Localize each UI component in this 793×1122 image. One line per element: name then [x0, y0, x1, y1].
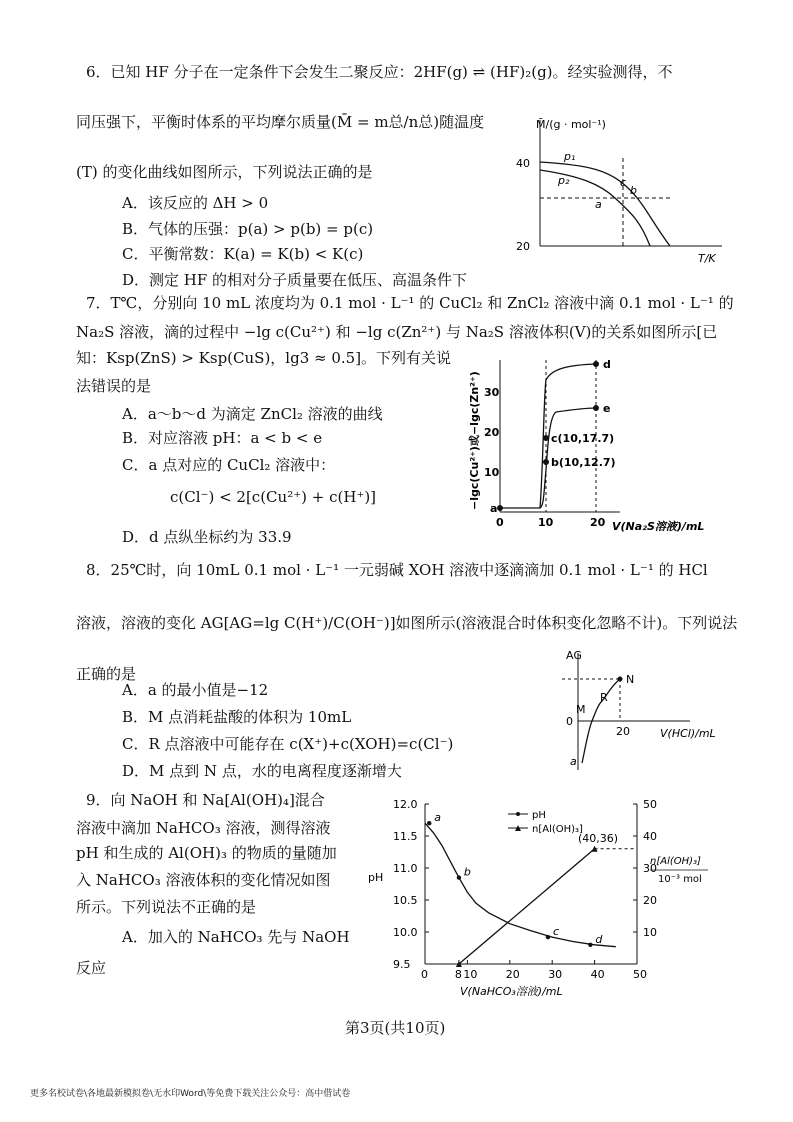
footer-note: 更多名校试卷\各地最新模拟卷\无水印Word\等免费下载关注公众号：高中借试卷 [30, 1089, 351, 1099]
q7-option-d: D．d 点纵坐标约为 33.9 [122, 528, 292, 546]
q9-x-tick-label: 0 [421, 968, 428, 981]
q9-chart [360, 786, 740, 998]
q6-option-c: C．平衡常数：K(a) = K(b) < K(c) [122, 245, 364, 263]
q9-x-tick-label: 50 [633, 968, 647, 981]
q8-xlabel: V(HCl)/mL [660, 727, 716, 740]
q7-option-a: A．a～b～d 为滴定 ZnCl₂ 溶液的曲线 [122, 405, 383, 423]
q8-label-N: N [626, 673, 635, 686]
q7-label-d: d [603, 358, 611, 371]
q6-series-p1: p₁ [564, 150, 576, 163]
q8-option-d: D．M 点到 N 点，水的电离程度逐渐增大 [122, 762, 402, 780]
q7-option-c-formula: c(Cl⁻) < 2[c(Cu²⁺) + c(H⁺)] [170, 488, 377, 506]
q7-ytick-10: 10 [484, 466, 500, 479]
q8-xtick-20: 20 [616, 725, 630, 738]
q8-xtick-0: 0 [566, 715, 573, 728]
q6-stem-line-1: 6．已知 HF 分子在一定条件下会发生二聚反应：2HF(g) ⇌ (HF)₂(g)。经实验测得，不 [86, 63, 673, 81]
q7-label-c: c(10,17.7) [551, 432, 615, 445]
q6-ytick-40: 40 [516, 157, 530, 170]
q9-ph-point [427, 821, 431, 825]
q7-stem-line-3: 知：Ksp(ZnS) > Ksp(CuS)，lg3 ≈ 0.5]。下列有关说 [76, 349, 452, 367]
q7-label-b: b(10,12.7) [551, 456, 616, 469]
q9-x-tick-label: 8 [454, 968, 462, 981]
q6-xlabel: T/K [698, 252, 716, 265]
q9-right-tick-label: 50 [643, 798, 657, 811]
q6-option-b: B．气体的压强：p(a) > p(b) = p(c) [122, 220, 374, 238]
q9-left-tick-label: 12.0 [393, 798, 418, 811]
q7-xtick-10: 10 [538, 516, 554, 529]
q9-right-tick-label: 20 [643, 894, 657, 907]
q7-stem-line-2: Na₂S 溶液，滴的过程中 −lg c(Cu²⁺) 和 −lg c(Zn²⁺) 与 Na₂S 溶液体积(V)的关系如图所示[已 [76, 323, 718, 341]
q7-xtick-0: 0 [496, 516, 504, 529]
q9-x-tick-label: 30 [548, 968, 563, 981]
q9-left-tick-label: 11.0 [393, 862, 418, 875]
q7-stem-line-1: 7．T℃，分别向 10 mL 浓度均为 0.1 mol · L⁻¹ 的 CuCl₂ 和 ZnCl₂ 溶液中滴 0.1 mol · L⁻¹ 的 [86, 294, 734, 312]
q8-stem-line-1: 8．25℃时，向 10mL 0.1 mol · L⁻¹ 一元弱碱 XOH 溶液中逐滴滴加 0.1 mol · L⁻¹ 的 HCl [86, 561, 708, 579]
q9-left-tick-label: 11.5 [393, 830, 418, 843]
q6-stem-line-2: 同压强下，平衡时体系的平均摩尔质量(M̄ = m总/n总)随温度 [76, 113, 485, 131]
q8-point-N [618, 677, 623, 682]
q9-ylabel-left: pH [368, 871, 384, 884]
q9-ph-point [588, 943, 592, 947]
q9-ph-point-label: d [595, 932, 603, 946]
q6-point-b: b [630, 184, 637, 197]
q9-stem-line-1: 9．向 NaOH 和 Na[Al(OH)₄]混合 [86, 791, 325, 809]
q7-point-a [497, 505, 503, 511]
q9-ph-point-label: a [434, 811, 441, 825]
q9-right-tick-label: 30 [643, 862, 657, 875]
q9-stem-line-4: 入 NaHCO₃ 溶液体积的变化情况如图 [76, 871, 331, 889]
q7-label-e: e [603, 402, 611, 415]
q9-ylabel-right: n[Al(OH)₃] [650, 856, 701, 867]
q9-x-tick-label: 10 [463, 968, 478, 981]
q9-legend-ph: pH [532, 810, 546, 821]
q7-chart [460, 350, 750, 540]
q6-stem-line-3: (T) 的变化曲线如图所示，下列说法正确的是 [76, 163, 373, 181]
q9-ph-point-label: b [463, 865, 471, 879]
q7-point-e [593, 405, 599, 411]
q7-ytick-20: 20 [484, 426, 500, 439]
q7-xlabel: V(Na₂S溶液)/mL [612, 520, 705, 533]
q8-stem-line-2: 溶液，溶液的变化 AG[AG=lg C(H⁺)/C(OH⁻)]如图所示(溶液混合时体积变化忽略不计)。下列说法 [76, 614, 738, 632]
q9-x-tick-label: 20 [505, 968, 520, 981]
q9-ylabel-right-unit: 10⁻³ mol [658, 874, 702, 885]
q9-left-tick-label: 10.5 [393, 894, 418, 907]
q7-option-c: C．a 点对应的 CuCl₂ 溶液中： [122, 456, 336, 474]
q9-stem-line-3: pH 和生成的 Al(OH)₃ 的物质的量随加 [76, 844, 337, 862]
q9-legend-ph-marker [516, 812, 520, 816]
q9-option-a-cont: 反应 [76, 959, 107, 977]
q9-legend-al: n[Al(OH)₃] [532, 824, 583, 835]
q8-label-R: R [600, 691, 608, 704]
q7-point-d [593, 361, 599, 367]
q9-ph-point [546, 935, 550, 939]
q6-point-c: c [620, 176, 627, 189]
q7-stem-line-4: 法错误的是 [76, 377, 152, 395]
q9-left-tick-label: 10.0 [393, 926, 418, 939]
q6-point-a: a [595, 198, 602, 211]
q7-xtick-20: 20 [590, 516, 606, 529]
q9-left-tick-label: 9.5 [393, 958, 411, 971]
q8-ylabel: AG [566, 649, 582, 662]
q8-option-b: B．M 点消耗盐酸的体积为 10mL [122, 708, 352, 726]
q6-series-p2: p₂ [558, 174, 570, 187]
q7-label-a: a [490, 502, 498, 515]
q8-option-a: A．a 的最小值是−12 [122, 681, 269, 699]
q7-ylabel: −lgc(Cu²⁺)或−lgc(Zn²⁺) [468, 371, 481, 510]
q9-annotation: (40,36) [578, 832, 619, 845]
q6-ytick-20: 20 [516, 240, 530, 253]
q7-ytick-30: 30 [484, 386, 500, 399]
q6-option-d: D．测定 HF 的相对分子质量要在低压、高温条件下 [122, 271, 468, 289]
q8-option-c: C．R 点溶液中可能存在 c(X⁺)+c(XOH)=c(Cl⁻) [122, 735, 454, 753]
q7-option-b: B．对应溶液 pH：a < b < e [122, 429, 323, 447]
q9-stem-line-5: 所示。下列说法不正确的是 [76, 898, 257, 916]
q6-chart [500, 110, 740, 270]
q8-stem-line-3: 正确的是 [76, 665, 137, 683]
page-number: 第3页(共10页) [345, 1019, 446, 1037]
q9-right-tick-label: 40 [643, 830, 657, 843]
q9-x-tick-label: 40 [590, 968, 605, 981]
q9-ph-point [457, 875, 461, 879]
q9-xlabel: V(NaHCO₃溶液)/mL [460, 985, 563, 998]
q9-option-a: A．加入的 NaHCO₃ 先与 NaOH [122, 928, 350, 946]
q9-right-tick-label: 10 [643, 926, 657, 939]
q6-ylabel: M̄/(g · mol⁻¹) [536, 118, 606, 131]
q8-label-M: M [576, 703, 586, 716]
q6-option-a: A．该反应的 ΔH > 0 [122, 194, 269, 212]
q9-stem-line-2: 溶液中滴加 NaHCO₃ 溶液，测得溶液 [76, 819, 331, 837]
q9-ph-point-label: c [552, 925, 560, 939]
q7-point-b [543, 459, 549, 465]
q8-label-a: a [570, 755, 577, 768]
q7-point-c [543, 435, 549, 441]
q8-chart [540, 645, 750, 775]
